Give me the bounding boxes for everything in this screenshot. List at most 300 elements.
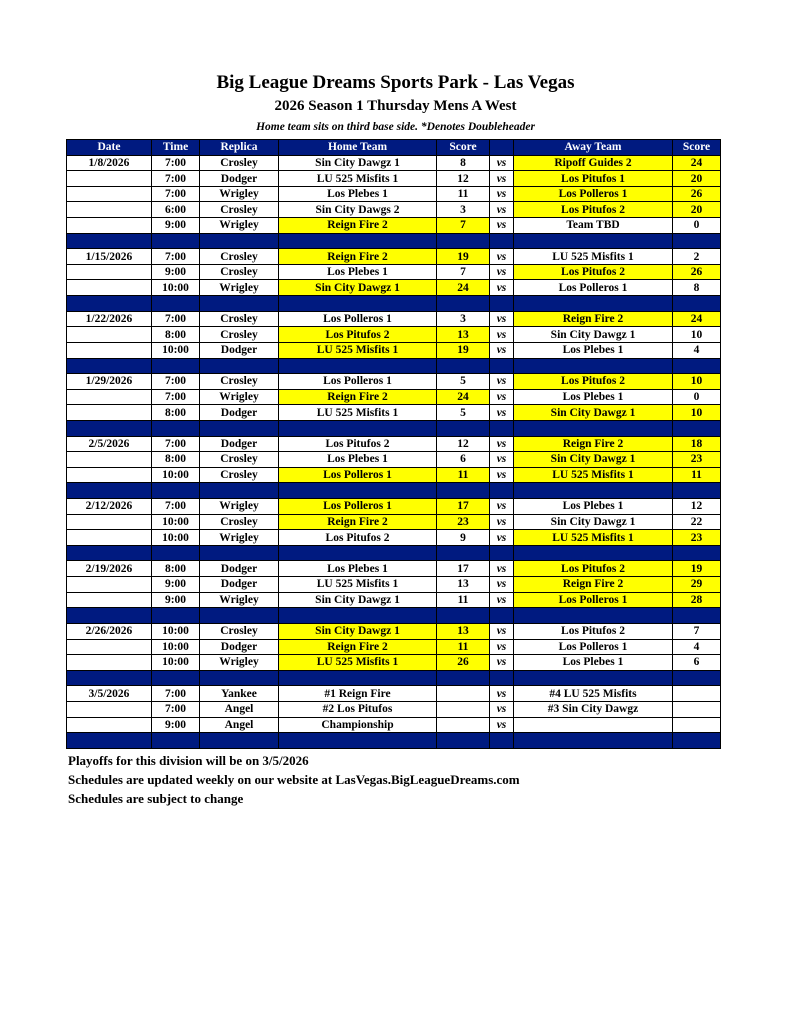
- away-team-cell: Los Pitufos 2: [514, 264, 673, 280]
- separator-cell: [490, 233, 514, 249]
- page-title: Big League Dreams Sports Park - Las Vegas: [216, 72, 575, 93]
- home-score-cell: 24: [437, 280, 490, 296]
- home-team-cell: Reign Fire 2: [279, 249, 437, 265]
- home-score-cell: 13: [437, 577, 490, 593]
- time-cell: 10:00: [152, 530, 200, 546]
- separator-cell: [437, 733, 490, 749]
- home-score-cell: 26: [437, 655, 490, 671]
- table-row: [67, 717, 721, 733]
- home-team-cell: Sin City Dawgz 1: [279, 592, 437, 608]
- replica-cell: Dodger: [200, 342, 279, 358]
- home-team-cell: Los Plebes 1: [279, 186, 437, 202]
- col-away-score: Score: [673, 140, 721, 156]
- table-row: [67, 561, 721, 577]
- time-cell: 10:00: [152, 342, 200, 358]
- date-cell: [67, 389, 152, 405]
- home-score-cell: [437, 686, 490, 702]
- date-cell: [67, 592, 152, 608]
- table-row: [67, 499, 721, 515]
- separator-cell: [152, 733, 200, 749]
- separator-cell: [514, 733, 673, 749]
- table-row: [67, 155, 721, 171]
- playoffs-note: Playoffs for this division will be on 3/5/2026: [68, 753, 309, 768]
- separator-cell: [279, 483, 437, 499]
- home-score-cell: 7: [437, 218, 490, 234]
- schedule-body: [67, 155, 721, 748]
- separator-cell: [279, 670, 437, 686]
- replica-cell: Dodger: [200, 405, 279, 421]
- change-note: Schedules are subject to change: [68, 791, 244, 806]
- date-cell: [67, 342, 152, 358]
- date-cell: [67, 202, 152, 218]
- time-cell: 7:00: [152, 436, 200, 452]
- time-cell: 6:00: [152, 202, 200, 218]
- date-cell: 2/12/2026: [67, 499, 152, 515]
- home-team-cell: LU 525 Misfits 1: [279, 577, 437, 593]
- separator-cell: [437, 358, 490, 374]
- time-cell: 10:00: [152, 623, 200, 639]
- separator-row: [67, 608, 721, 624]
- col-home-team: Home Team: [279, 140, 437, 156]
- replica-cell: Wrigley: [200, 499, 279, 515]
- home-score-cell: 19: [437, 342, 490, 358]
- home-team-cell: Los Polleros 1: [279, 311, 437, 327]
- date-cell: [67, 327, 152, 343]
- home-team-cell: Los Pitufos 2: [279, 436, 437, 452]
- replica-cell: Wrigley: [200, 186, 279, 202]
- replica-cell: Angel: [200, 717, 279, 733]
- separator-cell: [437, 670, 490, 686]
- home-score-cell: 24: [437, 389, 490, 405]
- replica-cell: Crosley: [200, 311, 279, 327]
- separator-row: [67, 670, 721, 686]
- separator-cell: [67, 296, 152, 312]
- table-row: [67, 639, 721, 655]
- home-score-cell: 13: [437, 623, 490, 639]
- col-date: Date: [67, 140, 152, 156]
- table-row: [67, 171, 721, 187]
- separator-cell: [200, 296, 279, 312]
- separator-cell: [279, 420, 437, 436]
- home-team-cell: #2 Los Pitufos: [279, 701, 437, 717]
- away-team-cell: Sin City Dawgz 1: [514, 514, 673, 530]
- vs-cell: vs: [490, 342, 514, 358]
- time-cell: 8:00: [152, 327, 200, 343]
- replica-cell: Crosley: [200, 374, 279, 390]
- home-team-cell: Los Polleros 1: [279, 374, 437, 390]
- separator-cell: [67, 358, 152, 374]
- separator-cell: [200, 545, 279, 561]
- replica-cell: Wrigley: [200, 592, 279, 608]
- away-score-cell: 8: [673, 280, 721, 296]
- table-row: [67, 264, 721, 280]
- away-score-cell: 18: [673, 436, 721, 452]
- date-cell: [67, 514, 152, 530]
- table-row: [67, 280, 721, 296]
- away-team-cell: #3 Sin City Dawgz: [514, 701, 673, 717]
- separator-cell: [437, 296, 490, 312]
- replica-cell: Crosley: [200, 467, 279, 483]
- table-row: [67, 452, 721, 468]
- time-cell: 7:00: [152, 701, 200, 717]
- home-team-cell: Los Pitufos 2: [279, 530, 437, 546]
- separator-cell: [279, 545, 437, 561]
- time-cell: 7:00: [152, 186, 200, 202]
- home-score-cell: 5: [437, 374, 490, 390]
- home-team-cell: Sin City Dawgz 1: [279, 623, 437, 639]
- home-score-cell: 12: [437, 171, 490, 187]
- separator-cell: [200, 608, 279, 624]
- away-score-cell: 29: [673, 577, 721, 593]
- schedule-table: [66, 139, 721, 749]
- separator-cell: [437, 608, 490, 624]
- separator-cell: [490, 608, 514, 624]
- separator-cell: [673, 483, 721, 499]
- separator-row: [67, 358, 721, 374]
- separator-cell: [490, 358, 514, 374]
- date-cell: [67, 577, 152, 593]
- separator-cell: [67, 733, 152, 749]
- home-team-cell: #1 Reign Fire: [279, 686, 437, 702]
- away-team-cell: Sin City Dawgz 1: [514, 327, 673, 343]
- home-score-cell: 5: [437, 405, 490, 421]
- home-team-cell: Los Plebes 1: [279, 264, 437, 280]
- separator-cell: [67, 483, 152, 499]
- separator-cell: [200, 233, 279, 249]
- date-cell: [67, 171, 152, 187]
- separator-cell: [67, 608, 152, 624]
- separator-cell: [279, 608, 437, 624]
- date-cell: [67, 530, 152, 546]
- table-row: [67, 577, 721, 593]
- vs-cell: vs: [490, 686, 514, 702]
- separator-cell: [200, 670, 279, 686]
- separator-cell: [490, 483, 514, 499]
- separator-cell: [514, 233, 673, 249]
- separator-cell: [67, 233, 152, 249]
- vs-cell: vs: [490, 155, 514, 171]
- away-score-cell: 28: [673, 592, 721, 608]
- separator-cell: [673, 545, 721, 561]
- table-row: [67, 436, 721, 452]
- vs-cell: vs: [490, 202, 514, 218]
- time-cell: 9:00: [152, 592, 200, 608]
- away-team-cell: Sin City Dawgz 1: [514, 452, 673, 468]
- time-cell: 8:00: [152, 452, 200, 468]
- separator-cell: [200, 358, 279, 374]
- date-cell: [67, 405, 152, 421]
- header-row: [67, 140, 721, 156]
- date-cell: 1/29/2026: [67, 374, 152, 390]
- separator-cell: [279, 733, 437, 749]
- separator-cell: [490, 420, 514, 436]
- col-time: Time: [152, 140, 200, 156]
- away-score-cell: 26: [673, 264, 721, 280]
- away-team-cell: Los Plebes 1: [514, 499, 673, 515]
- vs-cell: vs: [490, 514, 514, 530]
- date-cell: 2/5/2026: [67, 436, 152, 452]
- time-cell: 10:00: [152, 639, 200, 655]
- time-cell: 10:00: [152, 655, 200, 671]
- separator-cell: [152, 670, 200, 686]
- date-cell: [67, 280, 152, 296]
- vs-cell: vs: [490, 327, 514, 343]
- home-team-note: Home team sits on third base side. *Denotes Doubleheader: [256, 121, 535, 133]
- separator-cell: [514, 420, 673, 436]
- home-score-cell: 17: [437, 499, 490, 515]
- date-cell: 2/19/2026: [67, 561, 152, 577]
- separator-cell: [279, 358, 437, 374]
- separator-cell: [673, 296, 721, 312]
- separator-cell: [152, 296, 200, 312]
- time-cell: 9:00: [152, 218, 200, 234]
- table-row: [67, 530, 721, 546]
- vs-cell: vs: [490, 717, 514, 733]
- vs-cell: vs: [490, 264, 514, 280]
- home-score-cell: 3: [437, 202, 490, 218]
- col-replica: Replica: [200, 140, 279, 156]
- away-score-cell: 4: [673, 639, 721, 655]
- vs-cell: vs: [490, 639, 514, 655]
- away-score-cell: 0: [673, 389, 721, 405]
- time-cell: 8:00: [152, 561, 200, 577]
- replica-cell: Crosley: [200, 249, 279, 265]
- separator-cell: [673, 670, 721, 686]
- away-team-cell: Sin City Dawgz 1: [514, 405, 673, 421]
- away-team-cell: Ripoff Guides 2: [514, 155, 673, 171]
- separator-cell: [490, 296, 514, 312]
- vs-cell: vs: [490, 592, 514, 608]
- separator-row: [67, 420, 721, 436]
- away-score-cell: 7: [673, 623, 721, 639]
- time-cell: 7:00: [152, 389, 200, 405]
- away-score-cell: [673, 686, 721, 702]
- separator-cell: [673, 733, 721, 749]
- date-cell: [67, 218, 152, 234]
- date-cell: [67, 452, 152, 468]
- away-score-cell: 4: [673, 342, 721, 358]
- away-team-cell: [514, 717, 673, 733]
- date-cell: 2/26/2026: [67, 623, 152, 639]
- vs-cell: vs: [490, 186, 514, 202]
- home-team-cell: Reign Fire 2: [279, 514, 437, 530]
- replica-cell: Wrigley: [200, 218, 279, 234]
- date-cell: [67, 655, 152, 671]
- away-team-cell: Los Polleros 1: [514, 186, 673, 202]
- separator-cell: [437, 420, 490, 436]
- separator-cell: [200, 483, 279, 499]
- home-score-cell: 12: [437, 436, 490, 452]
- home-team-cell: Championship: [279, 717, 437, 733]
- time-cell: 7:00: [152, 311, 200, 327]
- home-score-cell: [437, 717, 490, 733]
- vs-cell: vs: [490, 311, 514, 327]
- separator-cell: [437, 545, 490, 561]
- replica-cell: Wrigley: [200, 655, 279, 671]
- separator-row: [67, 233, 721, 249]
- separator-cell: [514, 545, 673, 561]
- away-score-cell: 24: [673, 311, 721, 327]
- home-team-cell: Reign Fire 2: [279, 639, 437, 655]
- replica-cell: Yankee: [200, 686, 279, 702]
- replica-cell: Crosley: [200, 623, 279, 639]
- vs-cell: vs: [490, 467, 514, 483]
- table-row: [67, 514, 721, 530]
- home-score-cell: 17: [437, 561, 490, 577]
- date-cell: 1/8/2026: [67, 155, 152, 171]
- replica-cell: Crosley: [200, 155, 279, 171]
- table-row: [67, 218, 721, 234]
- away-team-cell: Reign Fire 2: [514, 311, 673, 327]
- home-team-cell: LU 525 Misfits 1: [279, 171, 437, 187]
- home-score-cell: 23: [437, 514, 490, 530]
- away-team-cell: Los Pitufos 1: [514, 171, 673, 187]
- time-cell: 7:00: [152, 249, 200, 265]
- vs-cell: vs: [490, 280, 514, 296]
- home-team-cell: Los Pitufos 2: [279, 327, 437, 343]
- table-row: [67, 389, 721, 405]
- separator-cell: [152, 545, 200, 561]
- vs-cell: vs: [490, 218, 514, 234]
- replica-cell: Dodger: [200, 171, 279, 187]
- away-score-cell: 22: [673, 514, 721, 530]
- separator-cell: [673, 420, 721, 436]
- away-score-cell: 23: [673, 530, 721, 546]
- home-team-cell: Sin City Dawgs 2: [279, 202, 437, 218]
- table-row: [67, 623, 721, 639]
- away-team-cell: Los Plebes 1: [514, 655, 673, 671]
- time-cell: 7:00: [152, 374, 200, 390]
- home-score-cell: 19: [437, 249, 490, 265]
- separator-cell: [279, 233, 437, 249]
- away-team-cell: Los Plebes 1: [514, 389, 673, 405]
- replica-cell: Crosley: [200, 452, 279, 468]
- table-row: [67, 342, 721, 358]
- vs-cell: vs: [490, 701, 514, 717]
- away-team-cell: Team TBD: [514, 218, 673, 234]
- separator-cell: [490, 670, 514, 686]
- replica-cell: Wrigley: [200, 389, 279, 405]
- date-cell: [67, 639, 152, 655]
- separator-cell: [152, 358, 200, 374]
- time-cell: 10:00: [152, 467, 200, 483]
- home-score-cell: 11: [437, 592, 490, 608]
- away-score-cell: 10: [673, 374, 721, 390]
- vs-cell: vs: [490, 499, 514, 515]
- replica-cell: Dodger: [200, 639, 279, 655]
- away-team-cell: Reign Fire 2: [514, 436, 673, 452]
- table-row: [67, 405, 721, 421]
- vs-cell: vs: [490, 561, 514, 577]
- separator-cell: [437, 483, 490, 499]
- separator-cell: [514, 296, 673, 312]
- home-team-cell: Sin City Dawgz 1: [279, 155, 437, 171]
- time-cell: 7:00: [152, 686, 200, 702]
- away-score-cell: 19: [673, 561, 721, 577]
- time-cell: 7:00: [152, 155, 200, 171]
- table-row: [67, 467, 721, 483]
- away-team-cell: Los Pitufos 2: [514, 202, 673, 218]
- replica-cell: Dodger: [200, 577, 279, 593]
- separator-cell: [152, 483, 200, 499]
- separator-row: [67, 733, 721, 749]
- separator-row: [67, 483, 721, 499]
- col-home-score: Score: [437, 140, 490, 156]
- away-score-cell: 10: [673, 327, 721, 343]
- vs-cell: vs: [490, 530, 514, 546]
- replica-cell: Dodger: [200, 436, 279, 452]
- away-team-cell: Los Polleros 1: [514, 639, 673, 655]
- separator-cell: [200, 420, 279, 436]
- time-cell: 7:00: [152, 499, 200, 515]
- away-team-cell: Los Polleros 1: [514, 280, 673, 296]
- separator-cell: [152, 420, 200, 436]
- separator-cell: [490, 733, 514, 749]
- home-score-cell: [437, 701, 490, 717]
- separator-row: [67, 545, 721, 561]
- separator-cell: [200, 733, 279, 749]
- table-row: [67, 592, 721, 608]
- home-score-cell: 11: [437, 186, 490, 202]
- date-cell: 3/5/2026: [67, 686, 152, 702]
- away-team-cell: Los Pitufos 2: [514, 374, 673, 390]
- away-team-cell: LU 525 Misfits 1: [514, 249, 673, 265]
- replica-cell: Wrigley: [200, 530, 279, 546]
- away-score-cell: [673, 701, 721, 717]
- away-score-cell: 11: [673, 467, 721, 483]
- vs-cell: vs: [490, 436, 514, 452]
- vs-cell: vs: [490, 655, 514, 671]
- away-team-cell: #4 LU 525 Misfits: [514, 686, 673, 702]
- away-team-cell: LU 525 Misfits 1: [514, 530, 673, 546]
- away-team-cell: Los Pitufos 2: [514, 623, 673, 639]
- time-cell: 10:00: [152, 280, 200, 296]
- separator-cell: [152, 608, 200, 624]
- home-score-cell: 11: [437, 467, 490, 483]
- replica-cell: Angel: [200, 701, 279, 717]
- home-team-cell: Reign Fire 2: [279, 218, 437, 234]
- away-score-cell: [673, 717, 721, 733]
- vs-cell: vs: [490, 405, 514, 421]
- home-team-cell: LU 525 Misfits 1: [279, 342, 437, 358]
- separator-cell: [279, 296, 437, 312]
- col-away-team: Away Team: [514, 140, 673, 156]
- replica-cell: Crosley: [200, 514, 279, 530]
- table-row: [67, 249, 721, 265]
- home-score-cell: 3: [437, 311, 490, 327]
- separator-cell: [673, 233, 721, 249]
- separator-cell: [67, 670, 152, 686]
- vs-cell: vs: [490, 249, 514, 265]
- home-team-cell: Sin City Dawgz 1: [279, 280, 437, 296]
- vs-cell: vs: [490, 389, 514, 405]
- vs-cell: vs: [490, 374, 514, 390]
- table-row: [67, 311, 721, 327]
- home-team-cell: Los Plebes 1: [279, 452, 437, 468]
- home-score-cell: 9: [437, 530, 490, 546]
- time-cell: 8:00: [152, 405, 200, 421]
- away-score-cell: 0: [673, 218, 721, 234]
- separator-cell: [67, 545, 152, 561]
- date-cell: [67, 264, 152, 280]
- away-score-cell: 6: [673, 655, 721, 671]
- away-team-cell: Los Polleros 1: [514, 592, 673, 608]
- away-score-cell: 10: [673, 405, 721, 421]
- table-row: [67, 202, 721, 218]
- home-team-cell: Los Polleros 1: [279, 499, 437, 515]
- home-score-cell: 11: [437, 639, 490, 655]
- away-team-cell: Los Plebes 1: [514, 342, 673, 358]
